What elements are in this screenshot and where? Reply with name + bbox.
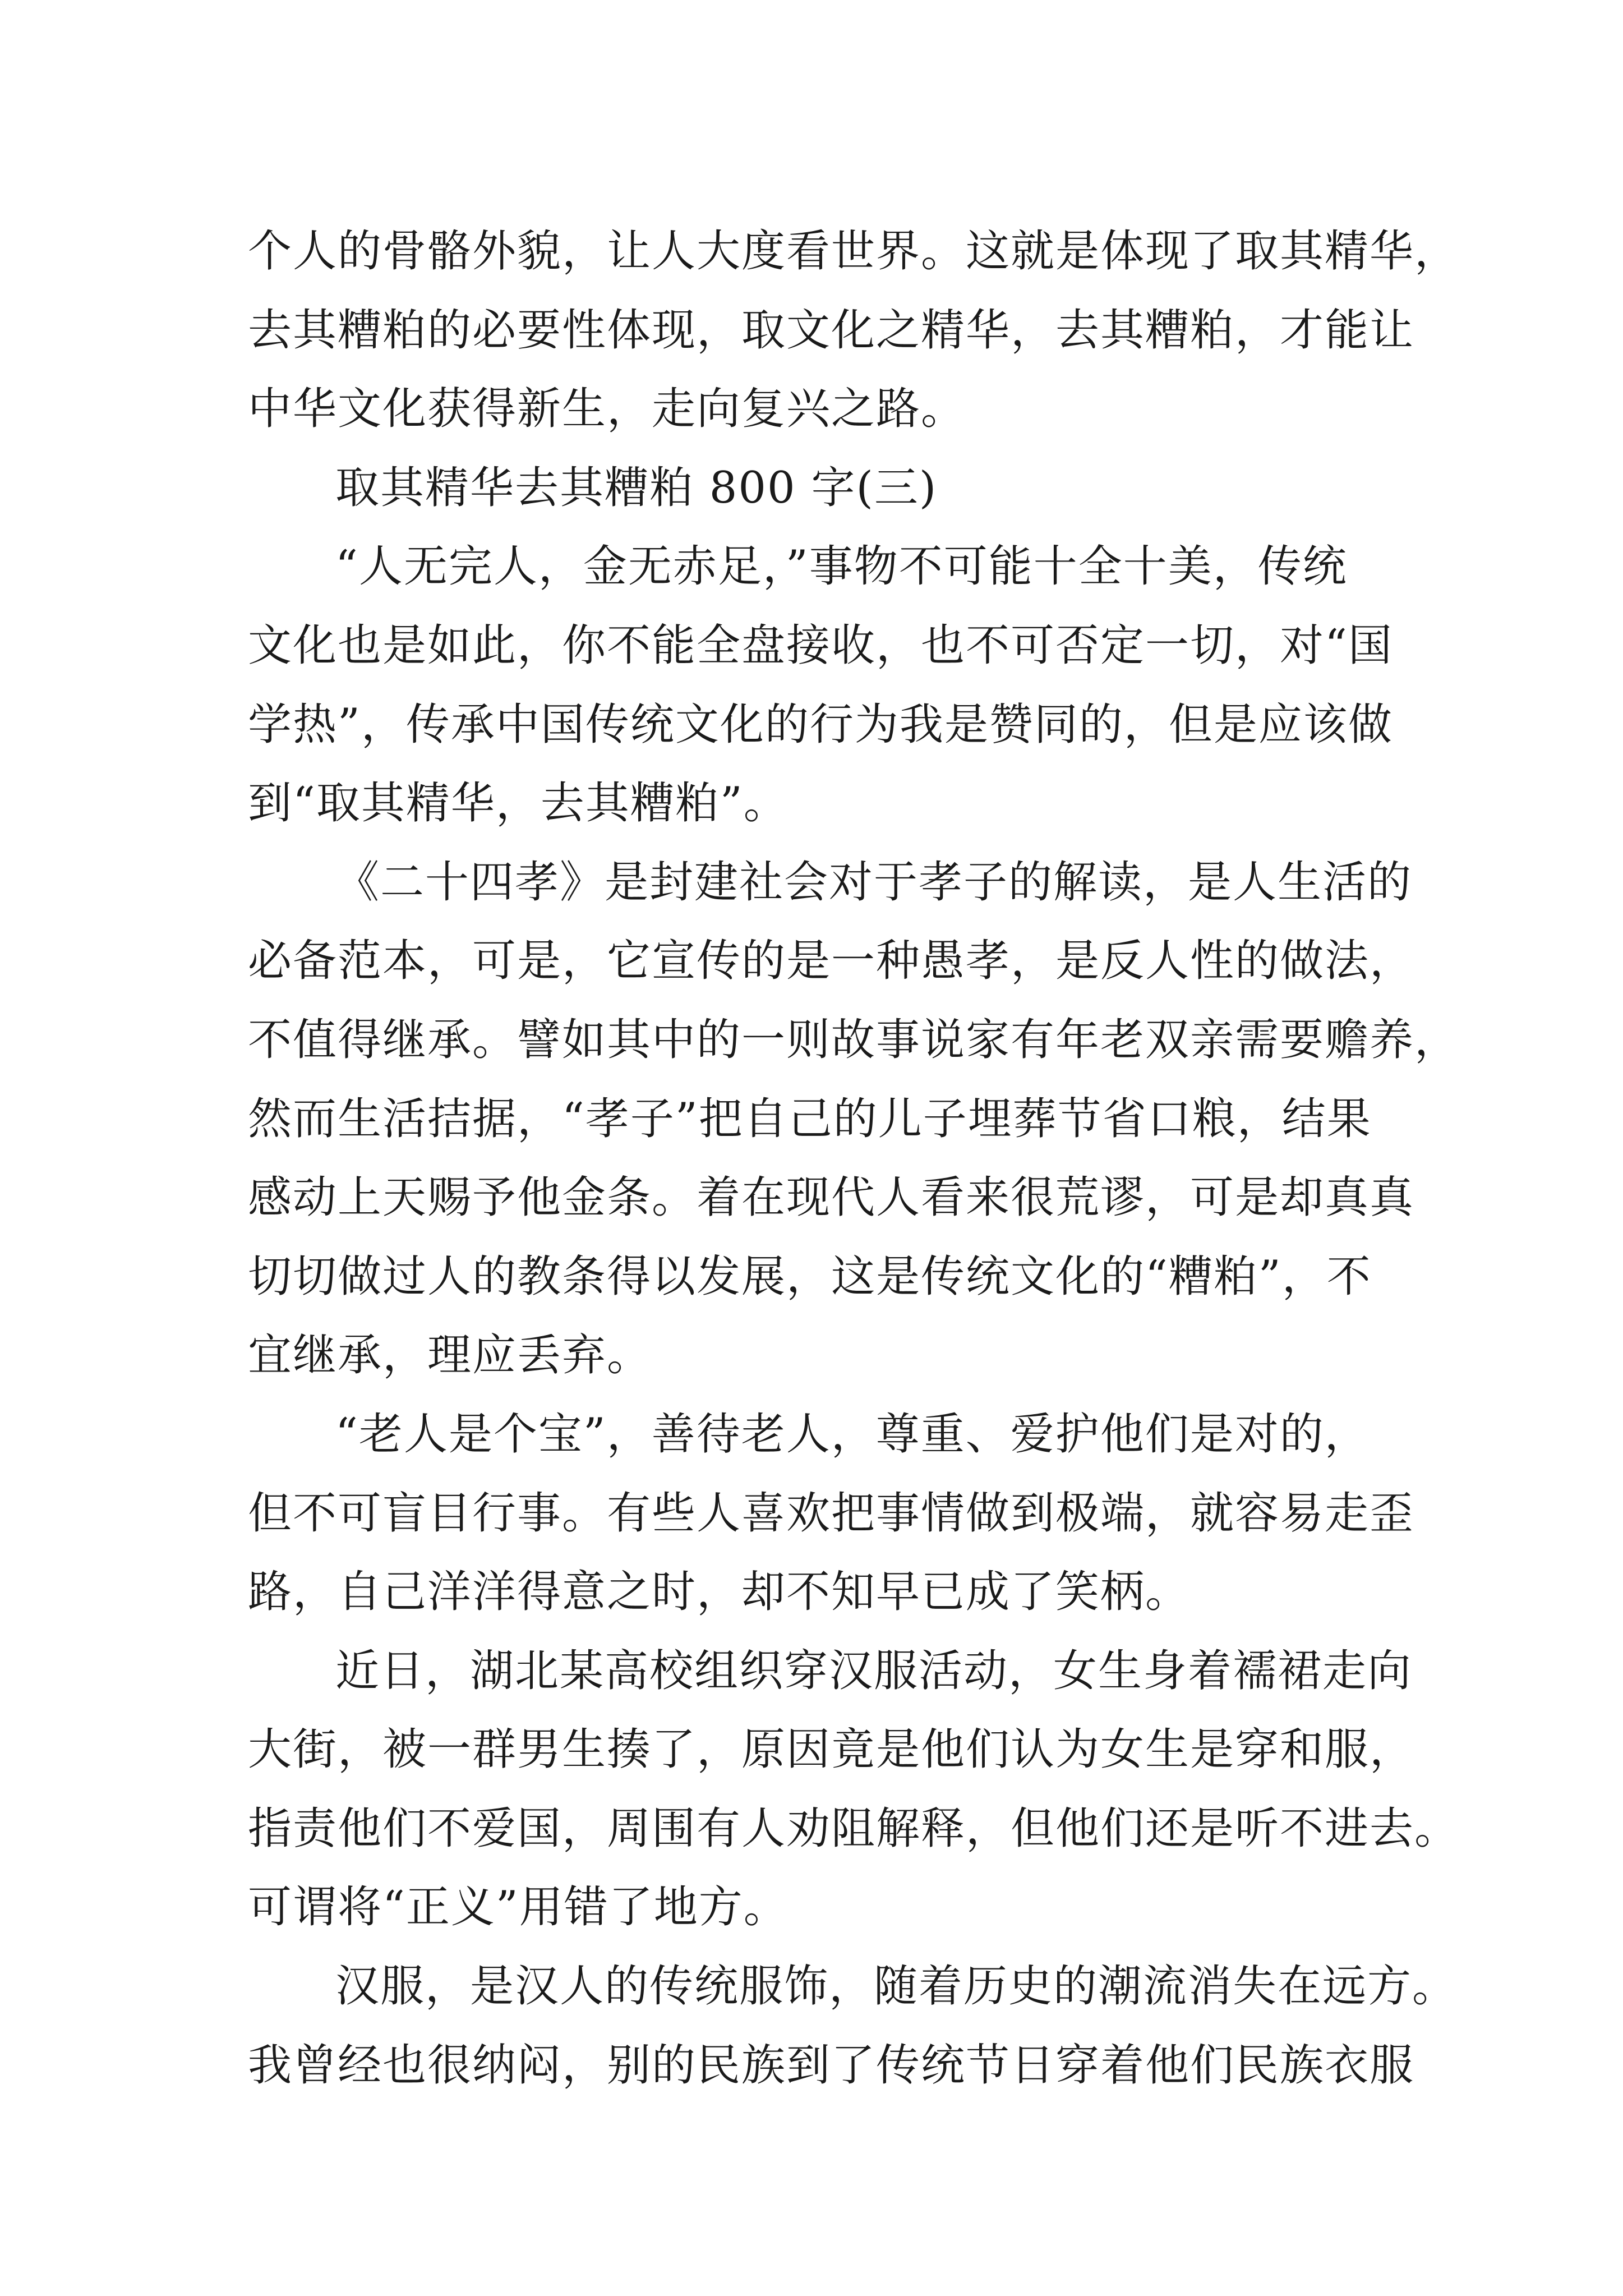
text-line: 近日，湖北某高校组织穿汉服活动，女生身着襦裙走向: [335, 1645, 1413, 1696]
text-line: 个人的骨骼外貌，让人大度看世界。这就是体现了取其精华，: [248, 226, 1460, 277]
text-line: 路，自己洋洋得意之时，却不知早已成了笑柄。: [248, 1567, 1191, 1618]
text-line: 宜继承，理应丢弃。: [248, 1330, 652, 1381]
text-line: 汉服，是汉人的传统服饰，随着历史的潮流消失在远方。: [335, 1961, 1458, 2012]
text-line: 文化也是如此，你不能全盘接收，也不可否定一切，对“国: [248, 620, 1393, 671]
text-line: 必备范本，可是，它宣传的是一种愚孝，是反人性的做法，: [248, 936, 1415, 987]
text-line: 到“取其精华，去其糟粕”。: [248, 778, 789, 829]
text-line: 大街，被一群男生揍了，原因竟是他们认为女生是穿和服，: [248, 1724, 1415, 1775]
text-line: 可谓将“正义”用错了地方。: [248, 1882, 789, 1933]
text-line: 不值得继承。譬如其中的一则故事说家有年老双亲需要赡养，: [248, 1014, 1460, 1065]
text-line: 指责他们不爱国，周围有人劝阻解释，但他们还是听不进去。: [248, 1803, 1460, 1854]
text-line: 然而生活拮据，“孝子”把自己的儿子埋葬节省口粮，结果: [248, 1093, 1372, 1144]
text-line: 中华文化获得新生，走向复兴之路。: [248, 384, 966, 435]
text-line: “人无完人，金无赤足，”事物不可能十全十美，传统: [335, 541, 1348, 592]
text-line: “老人是个宝”，善待老人，尊重、爱护他们是对的，: [335, 1409, 1370, 1460]
text-line: 我曾经也很纳闷，别的民族到了传统节日穿着他们民族衣服: [248, 2040, 1415, 2091]
text-line: 学热”，传承中国传统文化的行为我是赞同的，但是应该做: [248, 699, 1393, 750]
section-heading: 取其精华去其糟粕 800 字(三): [335, 462, 938, 513]
text-line: 《二十四孝》是封建社会对于孝子的解读，是人生活的: [335, 857, 1413, 908]
text-line: 感动上天赐予他金条。着在现代人看来很荒谬，可是却真真: [248, 1172, 1415, 1223]
text-line: 去其糟粕的必要性体现，取文化之精华，去其糟粕，才能让: [248, 305, 1415, 356]
document-body: [248, 212, 1460, 2105]
text-line: 切切做过人的教条得以发展，这是传统文化的“糟粕”，不: [248, 1251, 1372, 1302]
text-line: 但不可盲目行事。有些人喜欢把事情做到极端，就容易走歪: [248, 1488, 1415, 1539]
